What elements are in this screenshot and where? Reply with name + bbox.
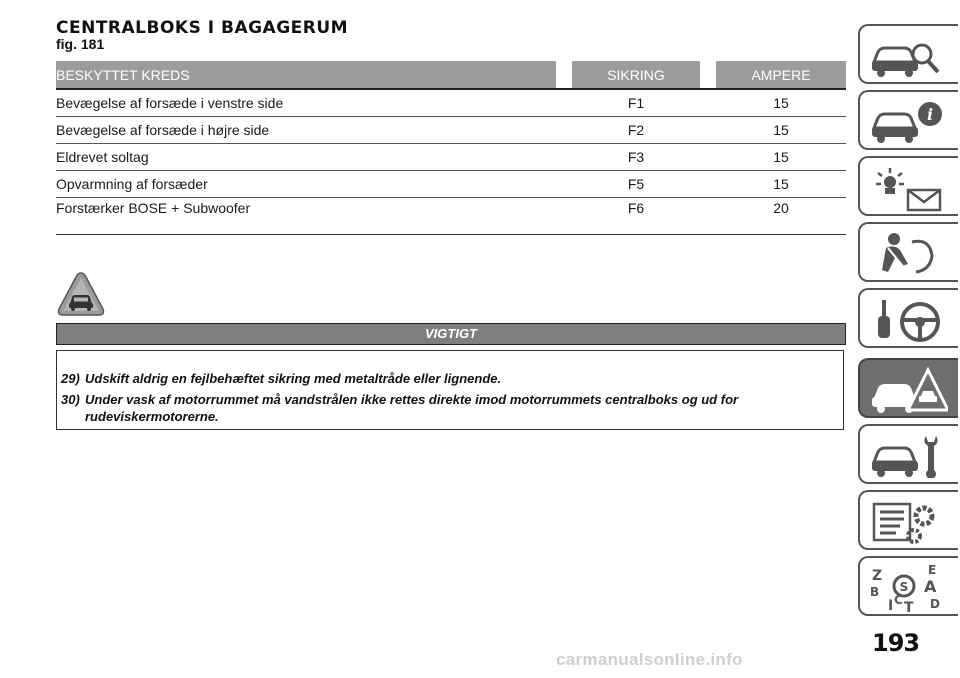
car-search-icon — [868, 32, 948, 80]
sidebar-tab-specifications[interactable] — [858, 490, 958, 550]
watermark: carmanualsonline.info — [556, 650, 743, 669]
sidebar-tab-emergency[interactable] — [858, 358, 958, 418]
page-number: 193 — [872, 629, 920, 657]
cell-ampere: 15 — [716, 144, 846, 171]
section-title: CENTRALBOKS I BAGAGERUM — [56, 18, 349, 38]
header-ampere: AMPERE — [716, 61, 846, 90]
cell-ampere: 15 — [716, 171, 846, 198]
car-emergency-icon — [868, 366, 948, 414]
svg-text:B: B — [870, 585, 880, 599]
car-warning-triangle-icon — [56, 271, 106, 317]
table-row — [56, 90, 846, 117]
table-row — [56, 171, 846, 198]
key-steering-wheel-icon — [868, 296, 948, 344]
svg-text:S: S — [899, 580, 909, 594]
sidebar-tab-maintenance[interactable] — [858, 424, 958, 484]
airbag-seatbelt-icon — [868, 230, 948, 278]
cell-fuse: F2 — [572, 117, 700, 144]
fuse-table — [56, 61, 846, 235]
cell-ampere: 20 — [716, 198, 846, 235]
car-info-icon — [868, 98, 948, 146]
figure-reference: fig. 181 — [56, 36, 105, 52]
cell-fuse: F6 — [572, 198, 700, 235]
cell-ampere: 15 — [716, 90, 846, 117]
header-circuit: BESKYTTET KREDS — [56, 61, 556, 90]
sidebar-tab-index[interactable] — [858, 556, 958, 616]
cell-circuit: Bevægelse af forsæde i højre side — [56, 117, 556, 144]
cell-fuse: F1 — [572, 90, 700, 117]
cell-fuse: F5 — [572, 171, 700, 198]
table-row — [56, 117, 846, 144]
table-header-row — [56, 61, 846, 90]
alphabetical-index-icon — [868, 564, 948, 616]
cell-circuit: Eldrevet soltag — [56, 144, 556, 171]
svg-text:Z: Z — [872, 568, 883, 584]
table-row — [56, 198, 846, 235]
svg-text:I: I — [888, 598, 894, 614]
header-fuse: SIKRING — [572, 61, 700, 90]
specifications-gear-icon — [868, 498, 948, 546]
sidebar-tab-car-search[interactable] — [858, 24, 958, 84]
svg-text:A: A — [924, 577, 937, 596]
notice-item — [61, 391, 831, 425]
cell-fuse: F3 — [572, 144, 700, 171]
cell-circuit: Forstærker BOSE + Subwoofer — [56, 198, 556, 235]
notice-item-text: Under vask af motorrummet må vandstrålen ikke rettes direkte imod motorrummets centralboks og ud for rudeviskermotorerne. — [85, 392, 739, 424]
svg-text:D: D — [930, 597, 940, 611]
notice-heading: VIGTIGT — [56, 323, 846, 345]
sidebar-tab-starting-driving[interactable] — [858, 288, 958, 348]
cell-ampere: 15 — [716, 117, 846, 144]
notice-box — [56, 350, 844, 430]
sidebar-tab-warning-lights[interactable] — [858, 156, 958, 216]
notice-item-text: Udskift aldrig en fejlbehæftet sikring med metaltråde eller lignende. — [85, 371, 502, 386]
notice-item — [61, 370, 831, 387]
cell-circuit: Opvarmning af forsæder — [56, 171, 556, 198]
svg-text:T: T — [904, 600, 914, 616]
svg-text:i: i — [926, 105, 934, 124]
cell-circuit: Bevægelse af forsæde i venstre side — [56, 90, 556, 117]
sidebar-tab-safety[interactable] — [858, 222, 958, 282]
notice-item-number: 29) — [61, 371, 80, 386]
table-row — [56, 144, 846, 171]
sidebar-tab-car-info[interactable] — [858, 90, 958, 150]
warning-light-message-icon — [868, 164, 948, 212]
svg-text:C: C — [894, 593, 903, 607]
svg-text:E: E — [928, 564, 937, 577]
notice-item-number: 30) — [61, 392, 80, 407]
car-wrench-icon — [868, 432, 948, 480]
